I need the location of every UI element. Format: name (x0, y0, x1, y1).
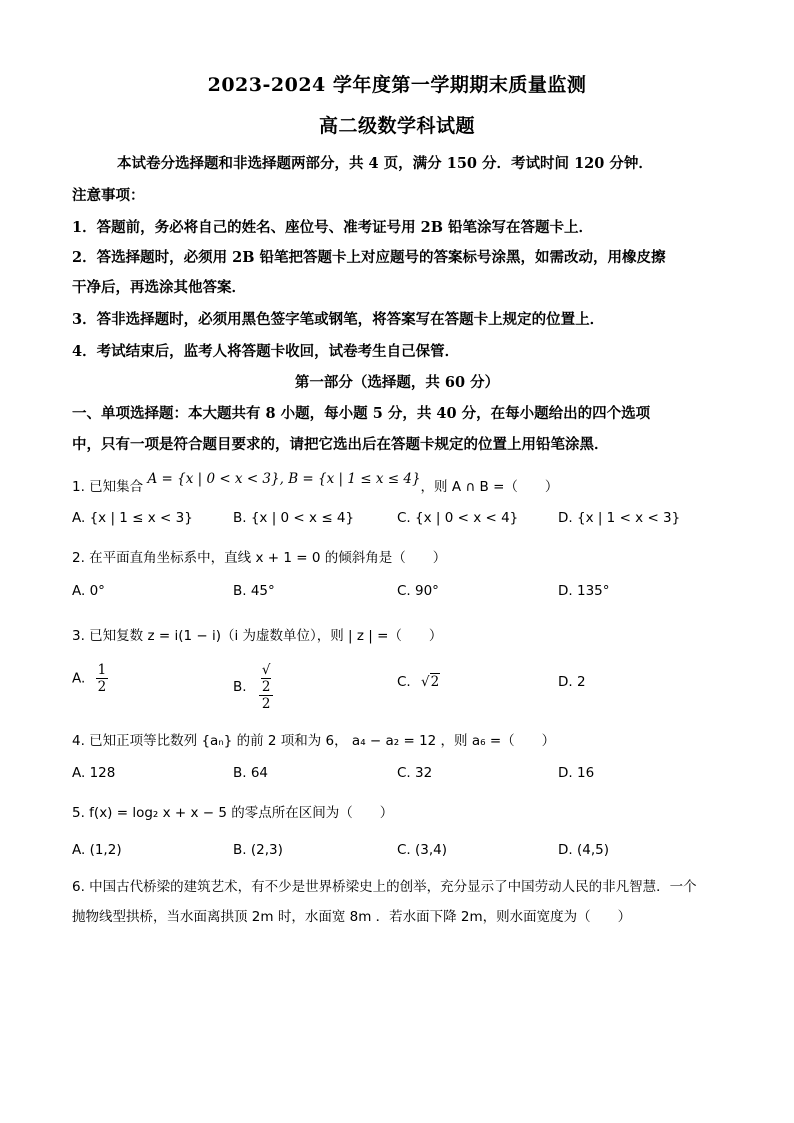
question-2-option-a: A. 0° (72, 583, 105, 599)
sqrt-symbol: √2 (421, 674, 440, 690)
question-2-option-b: B. 45° (233, 583, 275, 599)
question-1: 1. 已知集合 A = {x | 0 < x < 3}, B = {x | 1 ≤ x ≤ 4}，则 A ∩ B =（ ） (72, 471, 559, 495)
question-4: 4. 已知正项等比数列 {aₙ} 的前 2 项和为 6， a₄ − a₂ = 12 ，则 a₆ =（ ） (72, 733, 556, 749)
question-1-option-c: C. {x | 0 < x < 4} (397, 510, 519, 526)
question-4-option-b: B. 64 (233, 765, 269, 781)
fraction-denominator: 2 (97, 679, 107, 695)
question-1-option-b: B. {x | 0 < x ≤ 4} (233, 510, 355, 526)
note-2-line-2: 干净后，再选涂其他答案． (72, 279, 246, 296)
question-4-option-d: D. 16 (558, 765, 595, 781)
exam-intro: 本试卷分选择题和非选择题两部分，共 4 页，满分 150 分．考试时间 120 分钟． (117, 155, 653, 172)
question-3-option-d: D. 2 (558, 674, 586, 690)
question-6-line-1: 6. 中国古代桥梁的建筑艺术，有不少是世界桥梁史上的创举，充分显示了中国劳动人民的非凡智慧．一个 (72, 879, 697, 895)
question-3: 3. 已知复数 z = i(1 − i)（i 为虚数单位），则 | z | =（ ） (72, 628, 443, 644)
note-4: 4．考试结束后，监考人将答题卡收回，试卷考生自己保管． (72, 343, 460, 360)
exam-title: 2023-2024 学年度第一学期期末质量监测 (207, 74, 587, 96)
question-5-option-a: A. (1,2) (72, 842, 122, 858)
question-2-option-c: C. 90° (397, 583, 439, 599)
question-1-option-d: D. {x | 1 < x < 3} (558, 510, 681, 526)
question-4-option-a: A. 128 (72, 765, 116, 781)
question-5-option-c: C. (3,4) (397, 842, 448, 858)
question-2: 2. 在平面直角坐标系中，直线 x + 1 = 0 的倾斜角是（ ） (72, 550, 447, 566)
question-5: 5. f(x) = log₂ x + x − 5 的零点所在区间为（ ） (72, 805, 394, 821)
question-2-option-d: D. 135° (558, 583, 610, 599)
question-3-option-a: A. $\frac{1}{2}$ (72, 662, 107, 695)
notes-heading: 注意事项： (72, 187, 145, 204)
part1-instructions-line-2: 中，只有一项是符合题目要求的，请把它选出后在答题卡规定的位置上用铅笔涂黑． (72, 436, 609, 453)
question-5-option-d: D. (4,5) (558, 842, 609, 858)
question-1-option-a: A. {x | 1 ≤ x < 3} (72, 510, 193, 526)
set-a-definition: A = {x | 0 < x < 3} (147, 471, 280, 487)
fraction-denominator: 2 (261, 696, 271, 712)
question-3-option-c: C. √2 (397, 674, 440, 690)
note-2-line-1: 2．答选择题时，必须用 2B 铅笔把答题卡上对应题号的答案标号涂黑，如需改动，用橡皮擦 (72, 249, 666, 266)
fraction-numerator: 1 (97, 662, 107, 678)
question-6-line-2: 抛物线型拱桥，当水面离拱顶 2m 时，水面宽 8m ．若水面下降 2m，则水面宽度为（ ） (72, 909, 632, 925)
sqrt-symbol: √ 2 (261, 662, 271, 695)
question-6 (72, 872, 722, 932)
note-1: 1．答题前，务必将自己的姓名、座位号、准考证号用 2B 铅笔涂写在答题卡上． (72, 219, 594, 236)
question-5-option-b: B. (2,3) (233, 842, 283, 858)
question-1-prefix: 1. 已知集合 (72, 479, 144, 495)
question-4-option-c: C. 32 (397, 765, 433, 781)
set-b-definition: B = {x | 1 ≤ x ≤ 4} (288, 471, 421, 487)
note-3: 3．答非选择题时，必须用黑色签字笔或钢笔，将答案写在答题卡上规定的位置上． (72, 311, 605, 328)
question-1-suffix: ，则 A ∩ B =（ ） (420, 479, 559, 495)
exam-subtitle: 高二级数学科试题 (318, 115, 475, 137)
part1-instructions-line-1: 一、单项选择题：本大题共有 8 小题，每小题 5 分，共 40 分，在每小题给出的四个选项 (72, 405, 651, 422)
part1-heading: 第一部分（选择题，共 60 分） (294, 374, 500, 391)
question-3-option-b: B. √ 2 2 (233, 662, 273, 712)
